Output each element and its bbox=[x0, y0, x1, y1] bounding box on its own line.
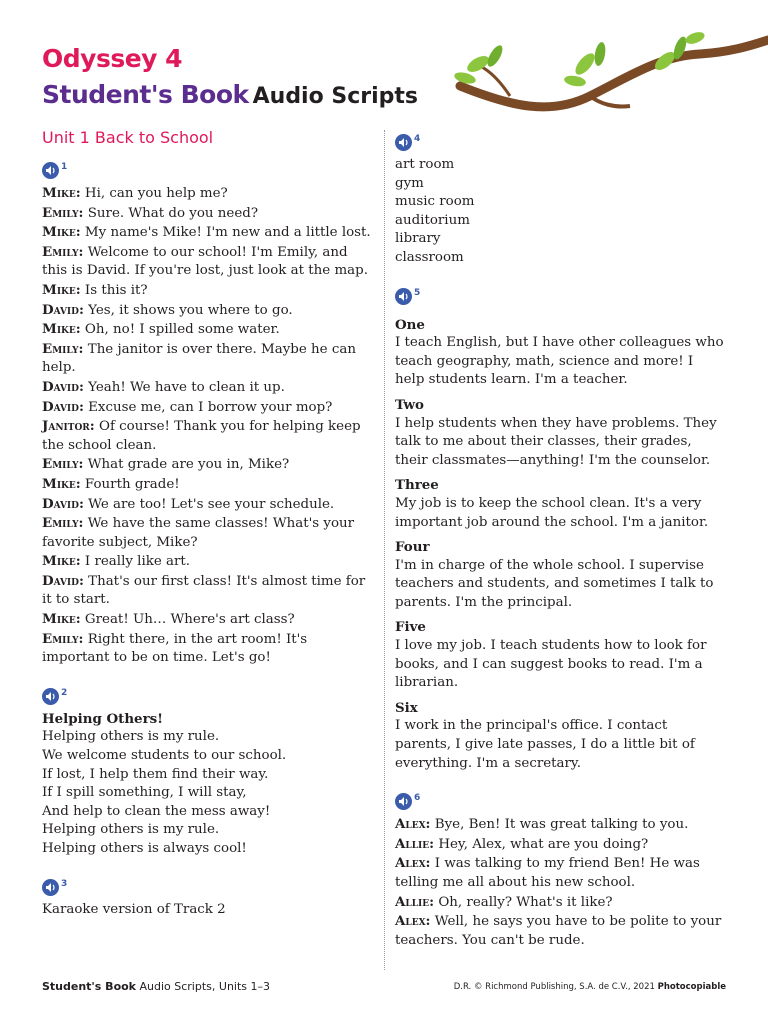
copyright-text: D.R. © Richmond Publishing, S.A. de C.V., 2021 bbox=[453, 982, 658, 992]
dialogue-line bbox=[42, 301, 372, 321]
spacer bbox=[395, 268, 725, 284]
track-number: 4 bbox=[414, 134, 421, 144]
dialogue-line bbox=[395, 815, 725, 835]
section-title: Three bbox=[395, 477, 439, 494]
dialogue-line bbox=[42, 223, 372, 243]
dialogue-line bbox=[395, 912, 725, 950]
section-title: Six bbox=[395, 699, 418, 716]
footer-copyright bbox=[454, 982, 726, 992]
section-text: I work in the principal's office. I contact parents, I give late passes, I do a little bit of everything. I'm a secretary. bbox=[395, 718, 695, 771]
line-text: We are too! Let's see your schedule. bbox=[83, 496, 335, 512]
speaker-name: David: bbox=[42, 495, 84, 512]
line-text: Hey, Alex, what are you doing? bbox=[434, 836, 649, 852]
speaker-name: Emily: bbox=[42, 456, 84, 473]
speaker-icon[interactable] bbox=[395, 288, 412, 305]
track-number: 6 bbox=[414, 793, 421, 804]
footer-bold: Student's Book bbox=[42, 980, 136, 993]
speaker-icon[interactable] bbox=[42, 879, 59, 896]
song-line: If lost, I help them find their way. bbox=[42, 766, 269, 782]
section-title: Five bbox=[395, 619, 426, 636]
dialogue-line bbox=[395, 893, 725, 913]
speaker-name: Alex: bbox=[395, 816, 431, 833]
section-text: I'm in charge of the whole school. I supervise teachers and students, and sometimes I talk to parents. I'm the principal. bbox=[395, 557, 714, 610]
dialogue-line bbox=[395, 835, 725, 855]
line-text: The janitor is over there. Maybe he can help. bbox=[42, 341, 356, 376]
song-line: And help to clean the mess away! bbox=[42, 803, 271, 819]
dialogue-line bbox=[42, 552, 372, 572]
speaker-icon[interactable] bbox=[395, 793, 412, 810]
dialogue-line bbox=[42, 340, 372, 378]
line-text: Welcome to our school! I'm Emily, and this is David. If you're lost, just look at the map. bbox=[42, 244, 368, 279]
speaker-name: Mike: bbox=[42, 281, 81, 298]
speaker-name: Mike: bbox=[42, 224, 81, 241]
left-column bbox=[42, 158, 372, 919]
track-3-header bbox=[42, 875, 372, 901]
spacer bbox=[395, 773, 725, 789]
track-1-header bbox=[42, 158, 372, 184]
dialogue-line bbox=[42, 417, 372, 455]
section-text: I help students when they have problems. They talk to me about their classes, their grades, their classmates—anything! I'm the counselor. bbox=[395, 415, 717, 468]
section-text: I love my job. I teach students how to look for books, and I can suggest books to read. I'm a librarian. bbox=[395, 638, 707, 691]
speaker-name: Emily: bbox=[42, 243, 84, 260]
speaker-name: Allie: bbox=[395, 835, 435, 852]
right-column bbox=[395, 130, 725, 950]
page-title: Odyssey 4 bbox=[42, 44, 183, 73]
speaker-icon[interactable] bbox=[42, 162, 59, 179]
footer-rest: Audio Scripts, Units 1–3 bbox=[136, 980, 271, 993]
line-text: Yes, it shows you where to go. bbox=[83, 302, 293, 318]
track-number: 5 bbox=[414, 287, 421, 298]
speaker-icon[interactable] bbox=[395, 134, 412, 151]
song-line: We welcome students to our school. bbox=[42, 748, 287, 764]
speaker-name: Alex: bbox=[395, 913, 431, 930]
speaker-name: Mike: bbox=[42, 611, 81, 628]
dialogue-line bbox=[42, 514, 372, 552]
section-title: Four bbox=[395, 539, 430, 556]
line-text: What grade are you in, Mike? bbox=[83, 457, 290, 473]
line-text: I really like art. bbox=[80, 554, 191, 570]
line-text: Well, he says you have to be polite to your teachers. You can't be rude. bbox=[395, 914, 722, 948]
speaker-name: Janitor: bbox=[42, 418, 95, 435]
song-line: If I spill something, I will stay, bbox=[42, 785, 247, 801]
section-title: Two bbox=[395, 396, 424, 413]
dialogue-line bbox=[42, 398, 372, 418]
line-text: Great! Uh… Where's art class? bbox=[80, 612, 295, 628]
line-text: Hi, can you help me? bbox=[80, 186, 228, 201]
track-1-dialogue bbox=[42, 184, 372, 668]
section-text: My job is to keep the school clean. It's a very important job around the school. I'm a janitor. bbox=[395, 495, 709, 530]
line-text: We have the same classes! What's your favorite subject, Mike? bbox=[42, 516, 355, 550]
speaker-name: Emily: bbox=[42, 204, 84, 221]
speaker-name: Allie: bbox=[395, 893, 435, 910]
track-number: 2 bbox=[61, 687, 68, 698]
word-item: gym bbox=[395, 175, 424, 191]
page-subtitle bbox=[42, 80, 418, 109]
track-3-text: Karaoke version of Track 2 bbox=[42, 901, 226, 917]
speaker-name: David: bbox=[42, 398, 84, 415]
line-text: Oh, really? What's it like? bbox=[434, 894, 613, 910]
branch-decoration-icon bbox=[440, 26, 768, 116]
speaker-icon[interactable] bbox=[42, 688, 59, 705]
dialogue-line bbox=[42, 184, 372, 204]
speaker-name: Mike: bbox=[42, 321, 81, 338]
track-2-header bbox=[42, 684, 372, 710]
spacer bbox=[42, 859, 372, 875]
line-text: That's our first class! It's almost time for it to start. bbox=[42, 573, 366, 608]
song-title: Helping Others! bbox=[42, 710, 164, 727]
word-item: auditorium bbox=[395, 212, 470, 228]
subtitle-main: Student's Book bbox=[42, 80, 249, 109]
section-text: I teach English, but I have other colleagues who teach geography, math, science and more! I help students learn. I'm a teacher. bbox=[395, 335, 724, 388]
line-text: I was talking to my friend Ben! He was telling me all about his new school. bbox=[395, 856, 700, 890]
track-5-header bbox=[395, 284, 725, 310]
dialogue-line bbox=[395, 854, 725, 892]
dialogue-line bbox=[42, 455, 372, 475]
word-item: classroom bbox=[395, 249, 464, 265]
dialogue-line bbox=[42, 378, 372, 398]
speaker-name: David: bbox=[42, 572, 84, 589]
line-text: Bye, Ben! It was great talking to you. bbox=[430, 817, 689, 833]
speaker-name: David: bbox=[42, 378, 84, 395]
song-line: Helping others is my rule. bbox=[42, 729, 220, 745]
line-text: Of course! Thank you for helping keep the school clean. bbox=[42, 419, 361, 453]
word-item: art room bbox=[395, 157, 455, 172]
word-item: music room bbox=[395, 194, 475, 210]
speaker-name: Emily: bbox=[42, 515, 84, 532]
track-4-header bbox=[395, 130, 725, 156]
section-title: One bbox=[395, 316, 425, 333]
line-text: Right there, in the art room! It's important to be on time. Let's go! bbox=[42, 631, 308, 666]
dialogue-line bbox=[42, 281, 372, 301]
line-text: Oh, no! I spilled some water. bbox=[80, 322, 280, 338]
dialogue-line bbox=[42, 204, 372, 224]
dialogue-line bbox=[42, 475, 372, 495]
subtitle-suffix: Audio Scripts bbox=[252, 84, 419, 109]
unit-heading: Unit 1 Back to School bbox=[42, 128, 214, 147]
dialogue-line bbox=[42, 572, 372, 610]
line-text: Excuse me, can I borrow your mop? bbox=[83, 399, 333, 415]
photocopiable-label: Photocopiable bbox=[657, 982, 726, 992]
footer-title bbox=[42, 980, 270, 993]
song-line: Helping others is my rule. bbox=[42, 822, 220, 838]
speaker-name: Alex: bbox=[395, 855, 431, 872]
speaker-name: Mike: bbox=[42, 475, 81, 492]
spacer bbox=[42, 668, 372, 684]
speaker-name: Emily: bbox=[42, 340, 84, 357]
word-item: library bbox=[395, 231, 441, 247]
line-text: Yeah! We have to clean it up. bbox=[83, 379, 285, 395]
dialogue-line bbox=[42, 630, 372, 668]
line-text: My name's Mike! I'm new and a little lost. bbox=[80, 225, 371, 241]
song-line: Helping others is always cool! bbox=[42, 841, 247, 856]
line-text: Sure. What do you need? bbox=[83, 205, 259, 221]
dialogue-line bbox=[42, 495, 372, 515]
column-divider bbox=[384, 130, 385, 970]
dialogue-line bbox=[42, 610, 372, 630]
track-number: 3 bbox=[61, 878, 68, 889]
speaker-name: David: bbox=[42, 301, 84, 318]
dialogue-line bbox=[42, 243, 372, 281]
dialogue-line bbox=[42, 320, 372, 340]
speaker-name: Mike: bbox=[42, 553, 81, 570]
speaker-name: Emily: bbox=[42, 630, 84, 647]
speaker-name: Mike: bbox=[42, 185, 81, 201]
track-6-header bbox=[395, 789, 725, 815]
line-text: Fourth grade! bbox=[80, 476, 180, 492]
track-number: 1 bbox=[61, 162, 68, 172]
line-text: Is this it? bbox=[80, 282, 148, 298]
